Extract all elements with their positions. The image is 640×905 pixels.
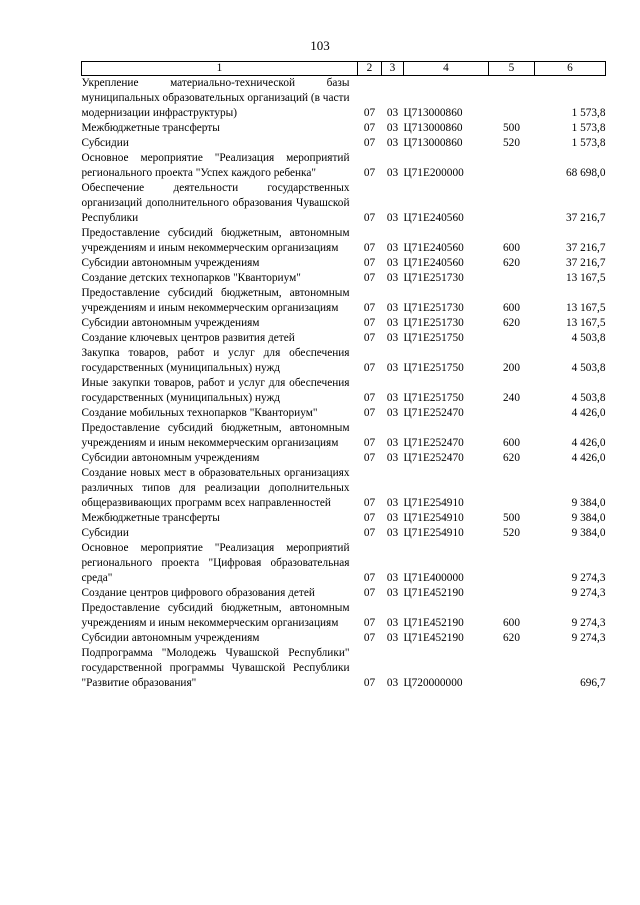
row-amount-cell: 1 573,8 (571, 107, 606, 119)
row-subsection-cell: 03 (386, 512, 399, 524)
row-target-item-cell: Ц71Е254910 (403, 527, 464, 539)
table-row (82, 466, 606, 511)
row-expense-type-cell: 600 (503, 617, 520, 629)
column-header-expense-type: 5 (489, 62, 535, 76)
row-amount-cell: 4 503,8 (571, 362, 606, 374)
row-section-cell: 07 (363, 212, 376, 224)
row-expense-type-cell: 620 (503, 317, 520, 329)
row-target-item-cell: Ц71Е251750 (403, 392, 464, 404)
row-expense-type-cell: 520 (503, 527, 520, 539)
row-section-cell: 07 (363, 317, 376, 329)
row-name-cell: Субсидии автономным учреждениям (81, 632, 260, 644)
row-subsection-cell: 03 (386, 167, 399, 179)
row-subsection-cell: 03 (386, 572, 399, 584)
row-section-cell: 07 (363, 332, 376, 344)
column-header-name: 1 (82, 62, 358, 76)
table-row (82, 121, 606, 136)
row-subsection-cell: 03 (386, 407, 399, 419)
row-subsection-cell: 03 (386, 497, 399, 509)
row-subsection-cell: 03 (386, 392, 399, 404)
row-target-item-cell: Ц71Е240560 (403, 212, 464, 224)
row-target-item-cell: Ц71Е240560 (403, 242, 464, 254)
row-amount-cell: 9 274,3 (571, 572, 606, 584)
table-row (82, 256, 606, 271)
row-subsection-cell: 03 (386, 137, 399, 149)
table-row (82, 286, 606, 316)
row-subsection-cell: 03 (386, 272, 399, 284)
row-amount-cell: 1 573,8 (571, 137, 606, 149)
row-amount-cell: 4 426,0 (571, 407, 606, 419)
row-section-cell: 07 (363, 392, 376, 404)
row-expense-type-cell (489, 151, 535, 181)
row-expense-type-cell (489, 76, 535, 122)
row-section-cell: 07 (363, 512, 376, 524)
row-name-cell: Субсидии автономным учреждениям (81, 452, 260, 464)
row-amount-cell: 4 426,0 (571, 452, 606, 464)
row-section-cell: 07 (363, 122, 376, 134)
row-name-cell: Предоставление субсидий бюджетным, автономным учреждениям и иным некоммерческим организациям (81, 287, 350, 314)
table-row (82, 346, 606, 376)
row-name-cell: Предоставление субсидий бюджетным, автономным учреждениям и иным некоммерческим организациям (81, 422, 350, 449)
row-target-item-cell: Ц71Е254910 (403, 497, 464, 509)
row-name-cell: Предоставление субсидий бюджетным, автономным учреждениям и иным некоммерческим организациям (81, 602, 350, 629)
row-amount-cell: 37 216,7 (565, 242, 606, 254)
row-target-item-cell: Ц71Е251730 (403, 272, 464, 284)
row-expense-type-cell (489, 181, 535, 226)
row-amount-cell: 13 167,5 (565, 302, 606, 314)
row-expense-type-cell (489, 331, 535, 346)
row-target-item-cell: Ц71Е251750 (403, 332, 464, 344)
row-expense-type-cell: 620 (503, 632, 520, 644)
row-target-item-cell: Ц713000860 (403, 122, 463, 134)
row-section-cell: 07 (363, 572, 376, 584)
row-subsection-cell: 03 (386, 527, 399, 539)
row-expense-type-cell (489, 646, 535, 691)
table-body (82, 76, 606, 692)
row-name-cell: Межбюджетные трансферты (81, 512, 220, 524)
row-name-cell: Субсидии (81, 527, 129, 539)
row-subsection-cell: 03 (386, 452, 399, 464)
row-section-cell: 07 (363, 302, 376, 314)
row-target-item-cell: Ц71Е452190 (403, 587, 464, 599)
table-row (82, 136, 606, 151)
row-expense-type-cell: 500 (503, 512, 520, 524)
row-name-cell: Субсидии (81, 137, 129, 149)
row-expense-type-cell (489, 586, 535, 601)
row-target-item-cell: Ц71Е240560 (403, 257, 464, 269)
row-section-cell: 07 (363, 167, 376, 179)
table-row (82, 151, 606, 181)
row-section-cell: 07 (363, 617, 376, 629)
table-row (82, 601, 606, 631)
table-row (82, 406, 606, 421)
budget-table (81, 61, 606, 691)
row-name-cell: Обеспечение деятельности государственных организаций дополнительного образования Чувашской Республики (81, 182, 350, 224)
row-target-item-cell: Ц713000860 (403, 107, 463, 119)
row-expense-type-cell: 620 (503, 452, 520, 464)
row-subsection-cell: 03 (386, 107, 399, 119)
row-subsection-cell: 03 (386, 122, 399, 134)
row-section-cell: 07 (363, 497, 376, 509)
row-subsection-cell: 03 (386, 632, 399, 644)
table-row (82, 331, 606, 346)
row-target-item-cell: Ц720000000 (403, 677, 463, 689)
row-name-cell: Основное мероприятие "Реализация мероприятий регионального проекта "Цифровая образовательная среда" (81, 542, 350, 584)
column-header-section: 2 (358, 62, 382, 76)
table-row (82, 271, 606, 286)
row-target-item-cell: Ц71Е200000 (403, 167, 464, 179)
table-row (82, 631, 606, 646)
row-expense-type-cell: 600 (503, 302, 520, 314)
row-name-cell: Субсидии автономным учреждениям (81, 257, 260, 269)
row-target-item-cell: Ц71Е251730 (403, 302, 464, 314)
row-target-item-cell: Ц71Е252470 (403, 407, 464, 419)
row-expense-type-cell: 500 (503, 122, 520, 134)
row-target-item-cell: Ц71Е452190 (403, 632, 464, 644)
row-section-cell: 07 (363, 242, 376, 254)
row-section-cell: 07 (363, 137, 376, 149)
row-name-cell: Подпрограмма "Молодежь Чувашской Республики" государственной программы Чувашской Республики "Развитие образования" (81, 647, 350, 689)
column-header-amount: 6 (535, 62, 606, 76)
row-amount-cell: 4 503,8 (571, 392, 606, 404)
row-target-item-cell: Ц71Е251730 (403, 317, 464, 329)
row-amount-cell: 9 384,0 (571, 527, 606, 539)
row-amount-cell: 9 384,0 (571, 497, 606, 509)
row-section-cell: 07 (363, 452, 376, 464)
row-target-item-cell: Ц71Е252470 (403, 437, 464, 449)
row-amount-cell: 37 216,7 (565, 257, 606, 269)
row-name-cell: Предоставление субсидий бюджетным, автономным учреждениям и иным некоммерческим организациям (81, 227, 350, 254)
row-subsection-cell: 03 (386, 302, 399, 314)
row-section-cell: 07 (363, 527, 376, 539)
row-amount-cell: 9 274,3 (571, 632, 606, 644)
row-expense-type-cell: 600 (503, 242, 520, 254)
row-name-cell: Создание мобильных технопарков "Кванториум" (81, 407, 318, 419)
row-expense-type-cell: 240 (503, 392, 520, 404)
row-amount-cell: 4 426,0 (571, 437, 606, 449)
row-section-cell: 07 (363, 257, 376, 269)
row-target-item-cell: Ц71Е251750 (403, 362, 464, 374)
row-name-cell: Создание детских технопарков "Кванториум" (81, 272, 301, 284)
row-amount-cell: 1 573,8 (571, 122, 606, 134)
row-amount-cell: 9 384,0 (571, 512, 606, 524)
row-section-cell: 07 (363, 362, 376, 374)
table-row (82, 376, 606, 406)
page-number: 103 (310, 38, 330, 53)
row-section-cell: 07 (363, 437, 376, 449)
row-name-cell: Субсидии автономным учреждениям (81, 317, 260, 329)
row-section-cell: 07 (363, 272, 376, 284)
row-expense-type-cell (489, 541, 535, 586)
row-subsection-cell: 03 (386, 362, 399, 374)
row-name-cell: Закупка товаров, работ и услуг для обеспечения государственных (муниципальных) нужд (81, 347, 350, 374)
table-row (82, 451, 606, 466)
row-amount-cell: 13 167,5 (565, 317, 606, 329)
row-subsection-cell: 03 (386, 617, 399, 629)
row-amount-cell: 9 274,3 (571, 617, 606, 629)
row-target-item-cell: Ц71Е452190 (403, 617, 464, 629)
row-expense-type-cell (489, 466, 535, 511)
row-expense-type-cell: 520 (503, 137, 520, 149)
row-target-item-cell: Ц71Е252470 (403, 452, 464, 464)
row-amount-cell: 13 167,5 (565, 272, 606, 284)
row-section-cell: 07 (363, 587, 376, 599)
row-subsection-cell: 03 (386, 317, 399, 329)
row-expense-type-cell (489, 271, 535, 286)
table-row (82, 646, 606, 691)
row-subsection-cell: 03 (386, 677, 399, 689)
row-section-cell: 07 (363, 107, 376, 119)
table-row (82, 181, 606, 226)
row-target-item-cell: Ц713000860 (403, 137, 463, 149)
row-target-item-cell: Ц71Е254910 (403, 512, 464, 524)
row-name-cell: Укрепление материально-технической базы муниципальных образовательных организаций (в части модернизации инфраструктуры) (81, 77, 350, 119)
table-row (82, 76, 606, 122)
table-row (82, 586, 606, 601)
row-section-cell: 07 (363, 677, 376, 689)
row-expense-type-cell: 200 (503, 362, 520, 374)
row-subsection-cell: 03 (386, 212, 399, 224)
row-target-item-cell: Ц71Е400000 (403, 572, 464, 584)
row-name-cell: Межбюджетные трансферты (81, 122, 220, 134)
row-name-cell: Иные закупки товаров, работ и услуг для обеспечения государственных (муниципальных) нужд (81, 377, 350, 404)
column-header-subsection: 3 (382, 62, 404, 76)
row-expense-type-cell: 620 (503, 257, 520, 269)
row-amount-cell: 37 216,7 (565, 212, 606, 224)
row-subsection-cell: 03 (386, 332, 399, 344)
table-row (82, 541, 606, 586)
row-subsection-cell: 03 (386, 587, 399, 599)
table-row (82, 421, 606, 451)
row-section-cell: 07 (363, 632, 376, 644)
row-amount-cell: 696,7 (580, 677, 606, 689)
column-header-target-item: 4 (404, 62, 489, 76)
row-name-cell: Создание ключевых центров развития детей (81, 332, 295, 344)
row-subsection-cell: 03 (386, 242, 399, 254)
column-numbers-row (82, 62, 606, 76)
row-amount-cell: 4 503,8 (571, 332, 606, 344)
row-expense-type-cell (489, 406, 535, 421)
row-amount-cell: 9 274,3 (571, 587, 606, 599)
row-section-cell: 07 (363, 407, 376, 419)
table-row (82, 526, 606, 541)
row-expense-type-cell: 600 (503, 437, 520, 449)
row-amount-cell: 68 698,0 (565, 167, 606, 179)
table-row (82, 511, 606, 526)
table-row (82, 226, 606, 256)
row-name-cell: Создание центров цифрового образования детей (81, 587, 315, 599)
row-name-cell: Основное мероприятие "Реализация мероприятий регионального проекта "Успех каждого ребенка" (81, 152, 350, 179)
row-subsection-cell: 03 (386, 257, 399, 269)
row-subsection-cell: 03 (386, 437, 399, 449)
table-row (82, 316, 606, 331)
table-header (82, 62, 606, 76)
row-name-cell: Создание новых мест в образовательных организациях различных типов для реализации дополнительных общеразвивающих программ всех направленностей (81, 467, 350, 509)
